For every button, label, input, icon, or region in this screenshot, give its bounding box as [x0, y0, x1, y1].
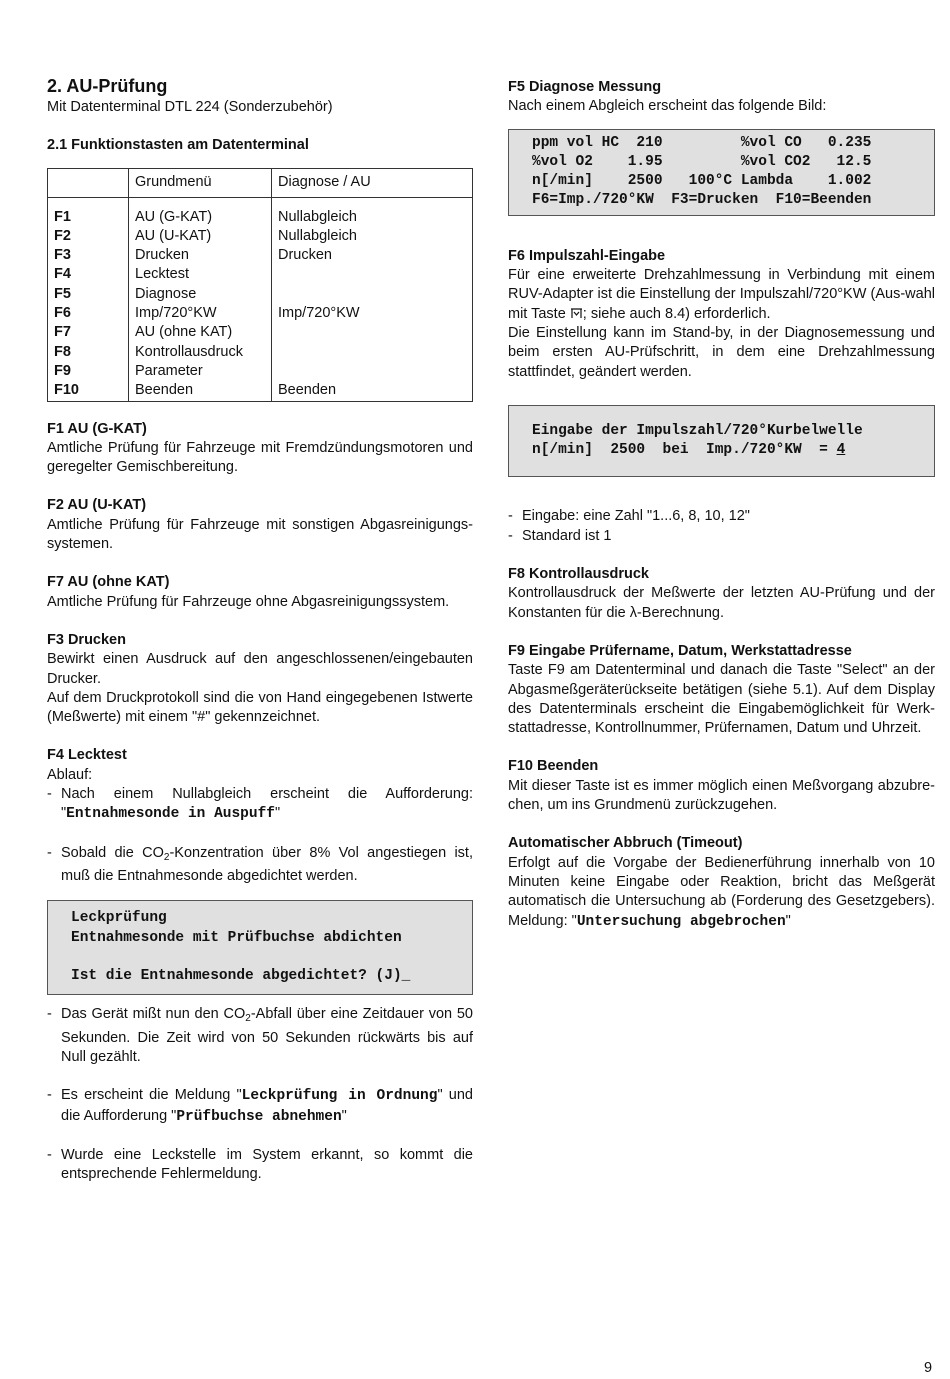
f6-heading: F6 Impulszahl-Eingabe: [508, 247, 666, 264]
f9-text: Taste F9 am Datenterminal und danach die Taste "Select" an der Abgasmeßgeräterückseite betätigen (siehe 5.1). Auf dem Display des Datenterminals erscheint die Eingabemöglichkeit für Werk-stattadresse, Kontrollnummer, Prüfernamen, Datum und Uhrzeit.: [508, 662, 935, 737]
f3-text: Bewirkt einen Ausdruck auf den angeschlossenen/eingebauten Drucker.: [47, 651, 473, 687]
f4-list: [47, 1005, 473, 1067]
page-number: 9: [924, 1360, 933, 1376]
screen-line: Leckprüfung: [71, 910, 167, 927]
table-header-cell: Grundmenü: [129, 168, 272, 197]
grund-cell: Parameter: [129, 362, 272, 381]
grund-cell: Beenden: [129, 381, 272, 401]
f4-list: [47, 1086, 473, 1127]
grund-cell: Kontrollausdruck: [129, 343, 272, 362]
f8-text: Kontrollausdruck der Meßwerte der letzten AU-Prüfung und der Konstanten für die λ-Berechnung.: [508, 585, 935, 621]
f1-heading: F1 AU (G-KAT): [47, 420, 147, 437]
diag-cell: [272, 362, 473, 381]
table-row: [48, 208, 473, 227]
table-spacer: [48, 197, 473, 208]
terminal-screen-leak: [47, 900, 473, 995]
grund-cell: AU (G-KAT): [129, 208, 272, 227]
f7-text: Amtliche Prüfung für Fahrzeuge ohne Abgasreinigungssystem.: [47, 593, 450, 610]
f5-heading: F5 Diagnose Messung: [508, 79, 662, 95]
f4-list: [47, 785, 473, 825]
f3-heading: F3 Drucken: [47, 631, 126, 648]
f4-heading: F4 Lecktest: [47, 747, 127, 764]
grund-cell: Diagnose: [129, 285, 272, 304]
terminal-message: Untersuchung abgebrochen: [576, 913, 786, 930]
table-row: [48, 285, 473, 304]
list-item: - Wurde eine Leckstelle im System erkannt, so kommt die entsprechende Fehlermeldung.: [47, 1146, 473, 1185]
grund-cell: Imp/720°KW: [129, 304, 272, 323]
terminal-message: Entnahmesonde in Auspuff: [66, 806, 275, 823]
f6-list: [508, 507, 935, 546]
timeout-heading: Automatischer Abbruch (Timeout): [508, 835, 743, 852]
key-cell: F5: [48, 285, 129, 304]
terminal-message: Prüfbuchse abnehmen: [176, 1108, 342, 1125]
screen-line: Ist die Entnahmesonde abgedichtet? (J)_: [71, 968, 411, 985]
left-column: [47, 74, 473, 1184]
terminal-screen-impulse: [508, 405, 935, 478]
grund-cell: AU (U-KAT): [129, 227, 272, 246]
page-subtitle: Mit Datenterminal DTL 224 (Sonderzubehör): [47, 99, 333, 115]
diag-cell: Beenden: [272, 381, 473, 401]
impulse-value: 4: [836, 442, 846, 459]
key-cell: F1: [48, 208, 129, 227]
table-row: [48, 343, 473, 362]
table-row: [48, 265, 473, 284]
section-title: 2.1 Funktionstasten am Datenterminal: [47, 137, 309, 154]
list-item: - Es erscheint die Meldung "Leckprüfung in Ordnung" und die Aufforderung "Prüfbuchse abnehmen": [47, 1086, 473, 1127]
f8-heading: F8 Kontrollausdruck: [508, 566, 649, 583]
table-row: [48, 362, 473, 381]
diag-cell: Nullabgleich: [272, 208, 473, 227]
diag-cell: [272, 285, 473, 304]
diag-cell: Imp/720°KW: [272, 304, 473, 323]
list-item: - Nach einem Nullabgleich erscheint die Aufforderung: "Entnahmesonde in Auspuff": [47, 785, 473, 825]
key-cell: F2: [48, 227, 129, 246]
f4-ablauf: Ablauf:: [47, 766, 93, 783]
diag-cell: Nullabgleich: [272, 227, 473, 246]
f2-text: Amtliche Prüfung für Fahrzeuge mit sonstigen Abgasreinigungs-systemen.: [47, 516, 473, 553]
list-item: - Das Gerät mißt nun den $CO_2$-Abfall über eine Zeitdauer von 50 Sekunden. Die Zeit wird von 50 Sekunden rückwärts bis auf Null gezählt.: [47, 1005, 473, 1067]
f9-heading: F9 Eingabe Prüfername, Datum, Werkstattadresse: [508, 642, 852, 659]
screen-line: [71, 948, 449, 967]
toggle-key-icon: [570, 307, 583, 319]
f5-text: Nach einem Abgleich erscheint das folgende Bild:: [508, 98, 827, 115]
diag-cell: Drucken: [272, 246, 473, 265]
f10-text: Mit dieser Taste ist es immer möglich einen Meßvorgang abzubre-chen, um ins Grundmenü zurückzugehen.: [508, 777, 935, 814]
diag-cell: [272, 343, 473, 362]
screen-line: F6=Imp./720°KW F3=Drucken F10=Beenden: [532, 192, 872, 209]
table-row: [48, 246, 473, 265]
list-item: - Standard ist 1: [508, 527, 935, 546]
table-row: [48, 323, 473, 342]
f4-list: [47, 844, 473, 887]
terminal-screen-diagnose: [508, 129, 935, 216]
screen-line: %vol O2 1.95 %vol CO2 12.5: [532, 153, 872, 170]
key-cell: F9: [48, 362, 129, 381]
key-cell: F3: [48, 246, 129, 265]
f4-list: [47, 1146, 473, 1185]
diag-cell: [272, 265, 473, 284]
screen-line: n[/min] 2500 bei Imp./720°KW = 4: [532, 442, 846, 459]
function-key-table: [47, 168, 473, 402]
screen-line: ppm vol HC 210 %vol CO 0.235: [532, 134, 872, 151]
grund-cell: Lecktest: [129, 265, 272, 284]
key-cell: F7: [48, 323, 129, 342]
timeout-text: Erfolgt auf die Vorgabe der Bedienerführung innerhalb von 10 Minuten keine Eingabe oder Reaktion, bricht das Meßgerät automatisch die Untersuchung ab (Forderung des Gesetzgebers). Meldung: "Untersuchung abgebrochen": [508, 854, 935, 930]
diag-cell: [272, 323, 473, 342]
f10-heading: F10 Beenden: [508, 758, 599, 775]
terminal-message: Leckprüfung in Ordnung: [241, 1088, 438, 1105]
screen-line: Entnahmesonde mit Prüfbuchse abdichten: [71, 929, 402, 946]
table-row: [48, 227, 473, 246]
screen-line: Eingabe der Impulszahl/720°Kurbelwelle: [532, 422, 863, 439]
f6-text: Die Einstellung kann im Stand-by, in der Diagnosemessung und beim ersten AU-Prüfschritt, in dem eine Drehzahlmessung stattfindet, geändert werden.: [508, 324, 935, 380]
key-cell: F8: [48, 343, 129, 362]
page-title: 2. AU-Prüfung: [47, 76, 168, 96]
f3-text: Auf dem Druckprotokoll sind die von Hand eingegebenen Istwerte (Meßwerte) mit einem "#" gekennzeichnet.: [47, 689, 473, 726]
right-column: [508, 78, 935, 932]
list-item: - Eingabe: eine Zahl "1...6, 8, 10, 12": [508, 507, 935, 526]
f6-text: Für eine erweiterte Drehzahlmessung in Verbindung mit einem RUV-Adapter ist die Einstellung der Impulszahl/720°KW (Aus-wahl mit Taste ; siehe auch 8.4) erforderlich.: [508, 267, 935, 322]
key-cell: F10: [48, 381, 129, 401]
screen-line: n[/min] 2500 100°C Lambda 1.002: [532, 173, 872, 190]
table-header-row: [48, 168, 473, 197]
table-header-cell: [48, 168, 129, 197]
grund-cell: Drucken: [129, 246, 272, 265]
table-row: [48, 304, 473, 323]
key-cell: F4: [48, 265, 129, 284]
f7-heading: F7 AU (ohne KAT): [47, 574, 170, 591]
f2-heading: F2 AU (U-KAT): [47, 497, 147, 514]
f1-text: Amtliche Prüfung für Fahrzeuge mit Fremdzündungsmotoren und geregelter Gemischbereitung.: [47, 439, 473, 476]
table-header-cell: Diagnose / AU: [272, 168, 473, 197]
table-row: [48, 381, 473, 401]
key-cell: F6: [48, 304, 129, 323]
grund-cell: AU (ohne KAT): [129, 323, 272, 342]
list-item: - Sobald die $CO_2$-Konzentration über 8% Vol angestiegen ist, muß die Entnahmesonde abgedichtet werden.: [47, 844, 473, 887]
